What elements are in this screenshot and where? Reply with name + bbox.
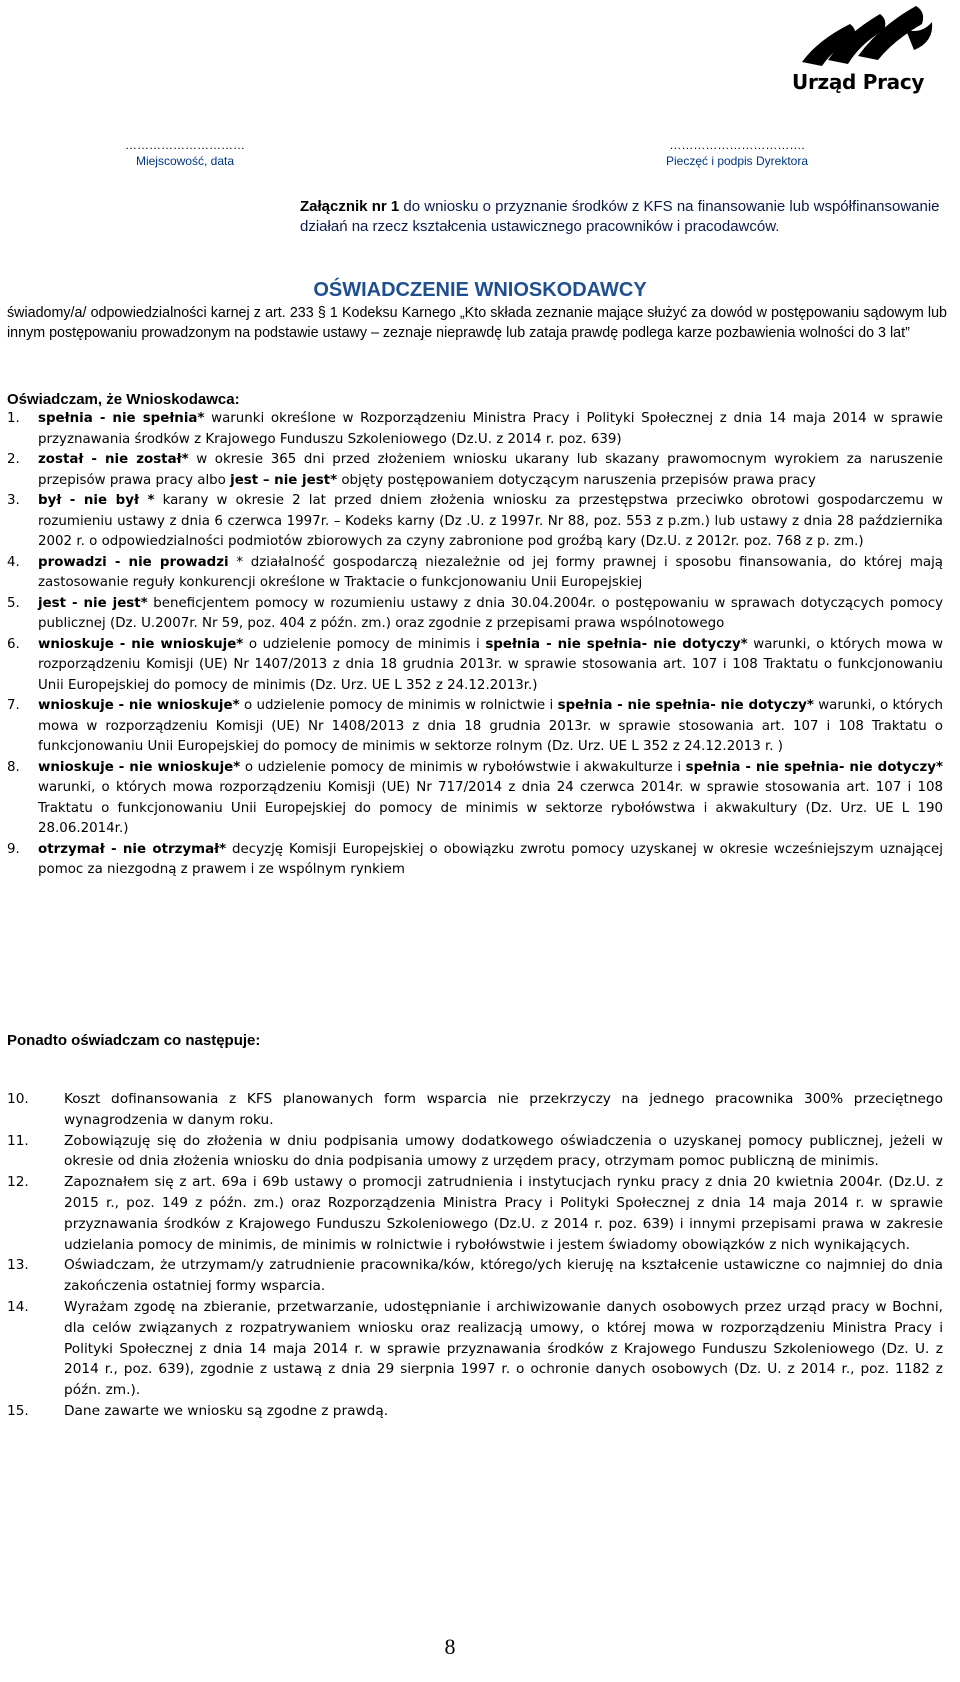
declaration-item bbox=[7, 840, 943, 881]
declaration-item bbox=[7, 696, 943, 758]
declaration-item bbox=[7, 758, 943, 840]
item-text: objęty postępowaniem dotyczącym naruszenia przepisów prawa pracy bbox=[337, 472, 816, 488]
item-text: karany w okresie 2 lat przed dniem złożenia wniosku za przestępstwa przeciwko obrotowi gospodarczemu w rozumieniu ustawy z dnia 6 czerwca 1997r. – Kodeks karny (Dz .U. z 1997r. Nr 88, poz. 553 z p.zm.) lub ustawy z dnia 28 października 2002 r. o odpowiedzialności podmiotów zbiorowych za czyny zabronione pod groźbą kary (Dz.U. z 2012r. poz. 768 z p. zm.) bbox=[38, 493, 943, 549]
director-signature-label: Pieczęć i podpis Dyrektora bbox=[665, 154, 809, 168]
additional-declaration-item bbox=[7, 1172, 943, 1255]
item-option: jest – nie jest* bbox=[230, 472, 338, 488]
item-option: prowadzi - nie prowadzi bbox=[38, 554, 229, 570]
declaration-list bbox=[7, 409, 943, 881]
item-text: * działalność gospodarczą niezależnie od jej formy prawnej i sposobu finansowania, do której mają zastosowanie reguły konkurencji określone w Traktacie o funkcjonowaniu Unii Europejskiej bbox=[38, 554, 943, 590]
item-text: o udzielenie pomocy de minimis w rybołówstwie i akwakulturze i bbox=[240, 759, 686, 775]
item-number: 5. bbox=[7, 595, 20, 611]
item-number: 12. bbox=[7, 1174, 29, 1191]
document-title: OŚWIADCZENIE WNIOSKODAWCY bbox=[313, 279, 647, 301]
declaration-item bbox=[7, 450, 943, 491]
item-number: 7. bbox=[7, 698, 20, 713]
declaration-item bbox=[7, 491, 943, 553]
item-text: o udzielenie pomocy de minimis w rolnictwie i bbox=[239, 698, 558, 713]
item-text: warunki określone w Rozporządzeniu Ministra Pracy i Polityki Społecznej z dnia 14 maja 2014 w sprawie przyznawania środków z Krajowego Funduszu Szkoleniowego (Dz.U. z 2014 r. poz. 639) bbox=[38, 411, 943, 447]
additional-declaration-item bbox=[7, 1297, 943, 1401]
additional-declaration-item bbox=[7, 1401, 943, 1422]
item-number: 9. bbox=[7, 841, 20, 857]
annex-number: Załącznik nr 1 bbox=[300, 198, 400, 215]
item-number: 6. bbox=[7, 636, 20, 652]
intro-paragraph: świadomy/a/ odpowiedzialności karnej z art. 233 § 1 Kodeksu Karnego „Kto składa zeznanie mające służyć za dowód w postępowaniu sądowym lub innym postępowaniu prowadzonym na podstawie ustawy – zeznaje nieprawdę lub zataja prawdę podlega karze pozbawienia wolności do 3 lat” bbox=[7, 305, 947, 341]
item-number: 4. bbox=[7, 554, 20, 570]
director-signature-dots: ……………………………. bbox=[669, 138, 805, 152]
annex-description: do wniosku o przyznanie środków z KFS na finansowanie lub współfinansowanie działań na rzecz kształcenia ustawicznego pracowników i pracodawców. bbox=[300, 198, 940, 235]
item-text: Dane zawarte we wniosku są zgodne z prawdą. bbox=[64, 1402, 389, 1419]
logo-text: Urząd Pracy bbox=[792, 70, 925, 94]
declaration-item bbox=[7, 594, 943, 635]
item-option: spełnia - nie spełnia- nie dotyczy* bbox=[685, 759, 943, 775]
item-option: spełnia - nie spełnia* bbox=[38, 411, 205, 426]
urzad-pracy-logo bbox=[788, 0, 943, 105]
director-signature-field bbox=[622, 137, 852, 169]
item-number: 14. bbox=[7, 1298, 29, 1315]
annex-header bbox=[300, 197, 940, 237]
item-text: warunki, o których mowa w rozporządzeniu Komisji (UE) Nr 1407/2013 z dnia 18 grudnia 2013r. w sprawie stosowania art. 107 i 108 Traktatu o funkcjonowaniu Unii Europejskiej do pomocy de minimis (Dz. Urz. UE L 352 z 24.12.2013r.) bbox=[38, 636, 943, 693]
item-number: 2. bbox=[7, 452, 20, 467]
item-text: warunki, o których mowa rozporządzeniu Komisji (UE) Nr 717/2014 z dnia 24 czerwca 2014r. w sprawie stosowania art. 107 i 108 Traktatu o funkcjonowaniu Unii Europejskiej do pomocy de minimis w sektorze rybołówstwa i akwakultury (Dz. Urz. UE L 190 28.06.2014r.) bbox=[38, 780, 943, 836]
item-text: Wyrażam zgodę na zbieranie, przetwarzanie, udostępnianie i archiwizowanie danych osobowych przez urząd pracy w Bochni, dla celów związanych z rozpatrywaniem wniosku oraz realizacją umowy, o której mowa w rozporządzeniu Ministra Pracy i Polityki Społecznej z dnia 14 maja 2014 r. w sprawie przyznawania środków z Krajowego Funduszu Szkoleniowego (Dz. U. z 2014 r., poz. 639), zgodnie z ustawą z dnia 29 sierpnia 1997 r. o ochronie danych osobowych (Dz. U. z 2014 r., poz. 1182 z późn. zm.). bbox=[64, 1298, 943, 1399]
item-number: 13. bbox=[7, 1257, 29, 1274]
item-number: 8. bbox=[7, 759, 20, 775]
item-option: wnioskuje - nie wnioskuje* bbox=[38, 698, 240, 713]
item-option: został - nie został* bbox=[38, 452, 189, 467]
item-text: decyzję Komisji Europejskiej o obowiązku zwrotu pomocy uzyskanej w okresie wcześniejszym uznającej pomoc za niezgodną z prawem i ze wspólnym rynkiem bbox=[38, 841, 943, 877]
item-number: 15. bbox=[7, 1402, 29, 1419]
declaration-heading: Oświadczam, że Wnioskodawca: bbox=[7, 391, 240, 408]
additional-declarations-list bbox=[7, 1089, 943, 1422]
item-option: wnioskuje - nie wnioskuje* bbox=[38, 636, 244, 652]
item-option: otrzymał - nie otrzymał* bbox=[38, 841, 227, 857]
item-option: spełnia - nie spełnia- nie dotyczy* bbox=[485, 636, 748, 652]
item-number: 10. bbox=[7, 1091, 29, 1107]
place-date-label: Miejscowość, data bbox=[135, 154, 235, 168]
logo-mark-icon bbox=[788, 0, 938, 72]
item-text: Zobowiązuję się do złożenia w dniu podpisania umowy dodatkowego oświadczenia o uzyskanej pomocy publicznej, jeżeli w okresie od dnia złożenia wniosku do dnia podpisania umowy z urzędem pracy, otrzymam pomoc publiczną de minimis. bbox=[64, 1132, 943, 1170]
item-text: beneficjentem pomocy w rozumieniu ustawy z dnia 30.04.2004r. o postępowaniu w sprawach dotyczących pomocy publicznej (Dz. U.2007r. Nr 59, poz. 404 z późn. zm.) oraz zgodnie z przepisami prawa wspólnotowego bbox=[38, 595, 943, 631]
additional-declarations-heading: Ponadto oświadczam co następuje: bbox=[7, 1032, 261, 1049]
additional-declaration-item bbox=[7, 1255, 943, 1297]
item-text: o udzielenie pomocy de minimis i bbox=[243, 636, 486, 652]
item-option: spełnia - nie spełnia- nie dotyczy* bbox=[557, 698, 814, 713]
item-number: 11. bbox=[7, 1132, 29, 1149]
place-date-dots: ………………………… bbox=[125, 138, 245, 152]
item-text: Oświadczam, że utrzymam/y zatrudnienie pracownika/ków, którego/ych kieruję na kształcenie ustawiczne co najmniej do dnia zakończenia ostatniej formy wsparcia. bbox=[64, 1257, 943, 1295]
place-date-field bbox=[105, 137, 265, 169]
item-text: Zapoznałem się z art. 69a i 69b ustawy o promocji zatrudnienia i instytucjach rynku pracy z dnia 20 kwietnia 2004r. (Dz.U. z 2015 r., poz. 149 z późn. zm.) oraz Rozporządzenia Ministra Pracy i Polityki Społecznej z dnia 14 maja 2014 r. w sprawie przyznawania środków z Krajowego Funduszu Szkoleniowego (Dz.U. z 2014 r. poz. 639) i innymi przepisami prawa w zakresie udzielania pomocy de minimis, de minimis w rolnictwie i rybołówstwie i jestem świadomy obowiązków z nich wynikających. bbox=[64, 1174, 943, 1253]
item-text: Koszt dofinansowania z KFS planowanych form wsparcia nie przekrzyczy na jednego pracownika 300% przeciętnego wynagrodzenia w danym roku. bbox=[64, 1091, 943, 1128]
item-option: wnioskuje - nie wnioskuje* bbox=[38, 759, 241, 775]
item-number: 1. bbox=[7, 411, 20, 426]
additional-declaration-item bbox=[7, 1089, 943, 1131]
declaration-item bbox=[7, 635, 943, 697]
item-text: w okresie 365 dni przed złożeniem wniosku ukarany lub skazany prawomocnym wyrokiem za naruszenie przepisów prawa pracy albo bbox=[38, 452, 943, 488]
item-option: był - nie był * bbox=[38, 493, 155, 508]
item-text: warunki, o których mowa w rozporządzeniu Komisji (UE) Nr 1408/2013 z dnia 18 grudnia 2013r. w sprawie stosowania art. 107 i 108 Traktatu o funkcjonowaniu Unii Europejskiej do pomocy de minimis w sektorze rolnym (Dz. Urz. UE L 352 z 24.12.2013 r. ) bbox=[38, 698, 943, 754]
additional-declaration-item bbox=[7, 1131, 943, 1173]
item-number: 3. bbox=[7, 493, 20, 508]
declaration-item bbox=[7, 409, 943, 450]
declaration-item bbox=[7, 553, 943, 594]
page-number: 8 bbox=[444, 1634, 456, 1659]
item-option: jest - nie jest* bbox=[38, 595, 148, 611]
